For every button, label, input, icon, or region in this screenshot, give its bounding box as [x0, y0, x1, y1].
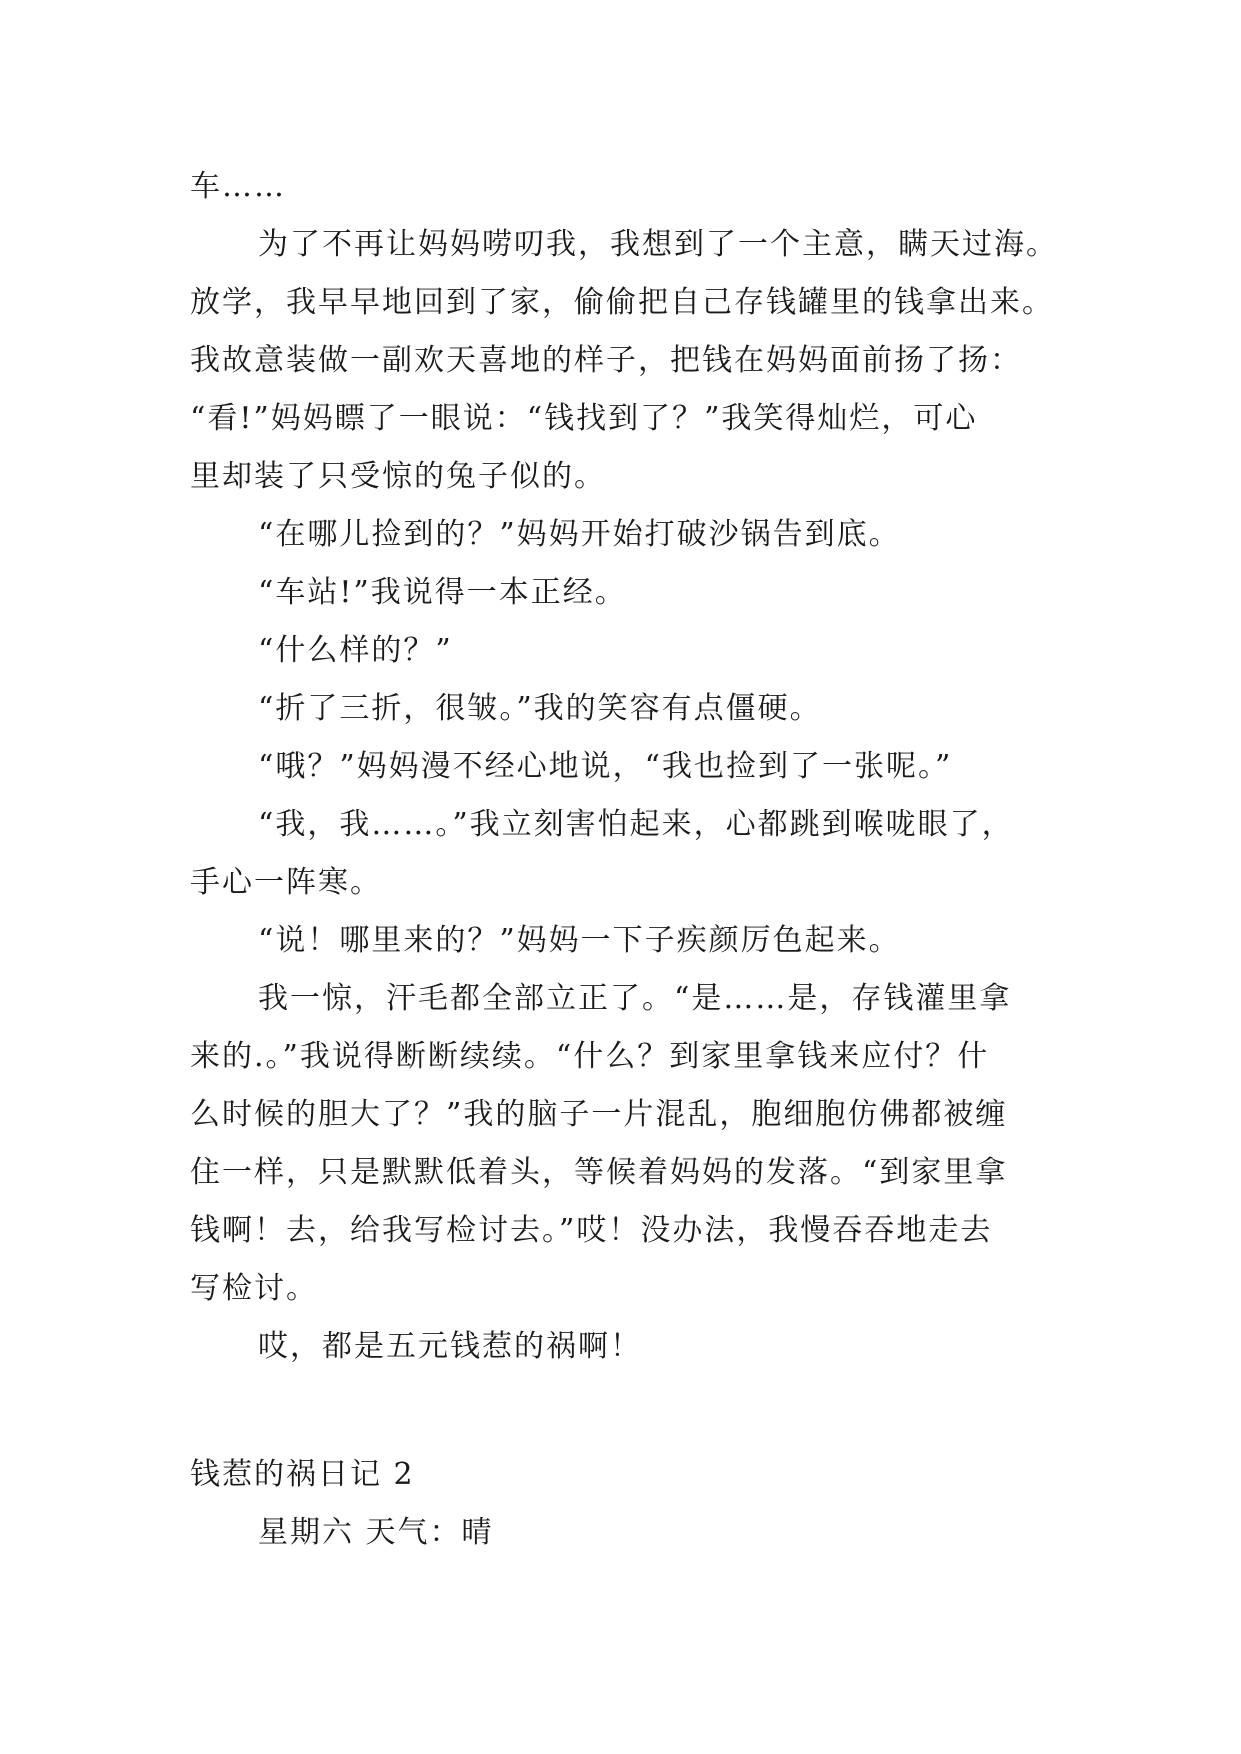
paragraph-line: “哦？”妈妈漫不经心地说，“我也捡到了一张呢。”	[258, 749, 953, 784]
paragraph-line: 手心一阵寒。	[190, 865, 382, 900]
paragraph-line: 钱啊！去，给我写检讨去。”哎！没办法，我慢吞吞地走去	[190, 1213, 993, 1248]
paragraph-line: 里却装了只受惊的兔子似的。	[190, 459, 606, 494]
paragraph-line: “什么样的？”	[258, 633, 453, 668]
paragraph-line: 写检讨。	[190, 1271, 318, 1306]
paragraph-line: “折了三折，很皱。”我的笑容有点僵硬。	[258, 691, 822, 726]
paragraph-line: 我故意装做一副欢天喜地的样子，把钱在妈妈面前扬了扬：	[190, 343, 1022, 378]
paragraph-line: 放学，我早早地回到了家，偷偷把自己存钱罐里的钱拿出来。	[190, 285, 1054, 320]
section-title: 钱惹的祸日记 2	[190, 1457, 415, 1492]
paragraph-line: 住一样，只是默默低着头，等候着妈妈的发落。“到家里拿	[190, 1155, 1008, 1190]
paragraph-line: “在哪儿捡到的？”妈妈开始打破沙锅告到底。	[258, 517, 901, 552]
paragraph-line: “看!”妈妈瞟了一眼说：“钱找到了？”我笑得灿烂，可心	[190, 401, 978, 436]
diary-header: 星期六 天气：晴	[258, 1515, 494, 1550]
paragraph-line: 哎，都是五元钱惹的祸啊！	[258, 1329, 642, 1364]
paragraph-line: “说！哪里来的？”妈妈一下子疾颜厉色起来。	[258, 923, 901, 958]
paragraph-line: 为了不再让妈妈唠叨我，我想到了一个主意，瞒天过海。	[258, 227, 1058, 262]
document-body	[190, 158, 1070, 1562]
paragraph-line: 来的.。”我说得断断续续。“什么？到家里拿钱来应付？什	[190, 1039, 990, 1074]
paragraph-line: 我一惊，汗毛都全部立正了。“是……是，存钱灌里拿	[258, 981, 1012, 1016]
section-gap	[190, 1376, 1070, 1446]
paragraph-line: “我，我……。”我立刻害怕起来，心都跳到喉咙眼了，	[258, 807, 1014, 842]
paragraph-line: 车……	[190, 169, 286, 204]
paragraph-line: 么时候的胆大了？”我的脑子一片混乱，胞细胞仿佛都被缠	[190, 1097, 1008, 1132]
paragraph-line: “车站!”我说得一本正经。	[258, 575, 627, 610]
